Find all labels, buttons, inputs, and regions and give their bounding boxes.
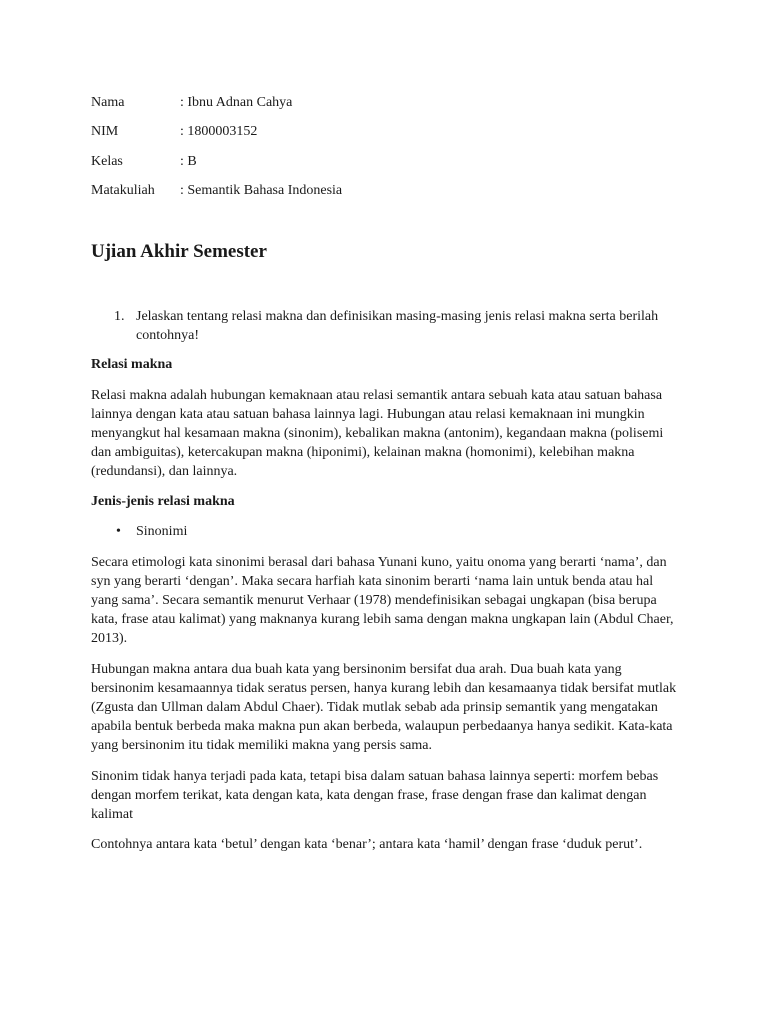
bullet-icon: •: [116, 524, 121, 539]
info-value: : Semantik Bahasa Indonesia: [180, 182, 343, 198]
info-value: : Ibnu Adnan Cahya: [180, 95, 293, 110]
paragraph-satuan: Sinonim tidak hanya terjadi pada kata, tetapi bisa dalam satuan bahasa lainnya seperti: morfem bebas dengan morfem terikat, kata dengan kata, kata dengan frase, frase dengan frase dan kalimat dengan kalimat: [91, 769, 659, 822]
info-label: NIM: [91, 124, 119, 140]
info-label: Kelas: [91, 153, 123, 169]
paragraph-hubungan: Hubungan makna antara dua buah kata yang bersinonim bersifat dua arah. Dua buah kata yang bersinonim kesamaannya tidak seratus persen, hanya kurang lebih dan kesamaanya tidak bersifat mutlak (Zgusta dan Ullman dalam Abdul Chaer). Tidak mutlak sebab ada prinsip semantik yang mengatakan apabila bentuk berbeda maka makna pun akan berbeda, walaupun perbedaanya hanya sedikit. Kata-kata yang bersinonim itu tidak memiliki makna yang persis sama.: [91, 662, 677, 753]
section-heading-relasi: Relasi makna: [91, 357, 173, 372]
info-label: Nama: [91, 95, 125, 110]
paragraph-relasi: Relasi makna adalah hubungan kemaknaan atau relasi semantik antara sebuah kata atau satuan bahasa lainnya dengan kata atau satuan bahasa lainnya lagi. Hubungan atau relasi kemaknaan ini mungkin menyangkut hal kesamaan makna (sinonim), kebalikan makna (antonim), kegandaan makna (polisemi dan ambiguitas), ketercakupan makna (hiponimi), kelainan makna (homonimi), kelebihan makna (redundansi), dan lainnya.: [91, 388, 664, 479]
bullet-label: Sinonimi: [136, 524, 188, 539]
info-value: : 1800003152: [180, 124, 258, 140]
question-text: Jelaskan tentang relasi makna dan definisikan masing-masing jenis relasi makna serta berilah contohnya!: [136, 309, 659, 343]
question-number: 1.: [114, 309, 125, 324]
paragraph-etimologi: Secara etimologi kata sinonimi berasal dari bahasa Yunani kuno, yaitu onoma yang berarti ‘nama’, dan syn yang berarti ‘dengan’. Maka secara harfiah kata sinonim berarti ‘nama lain untuk benda atau hal yang sama’. Secara semantik menurut Verhaar (1978) mendefinisikan sebagai ungkapan (bisa berupa kata, frase atau kalimat) yang maknanya kurang lebih sama dengan makna ungkapan lain (Abdul Chaer, 2013).: [91, 555, 674, 646]
info-label: Matakuliah: [91, 182, 155, 198]
info-value: : B: [180, 153, 197, 169]
section-heading-jenis: Jenis-jenis relasi makna: [91, 494, 235, 509]
document-title: Ujian Akhir Semester: [91, 241, 267, 262]
paragraph-contoh: Contohnya antara kata ‘betul’ dengan kata ‘benar’; antara kata ‘hamil’ dengan frase ‘duduk perut’.: [91, 837, 643, 852]
